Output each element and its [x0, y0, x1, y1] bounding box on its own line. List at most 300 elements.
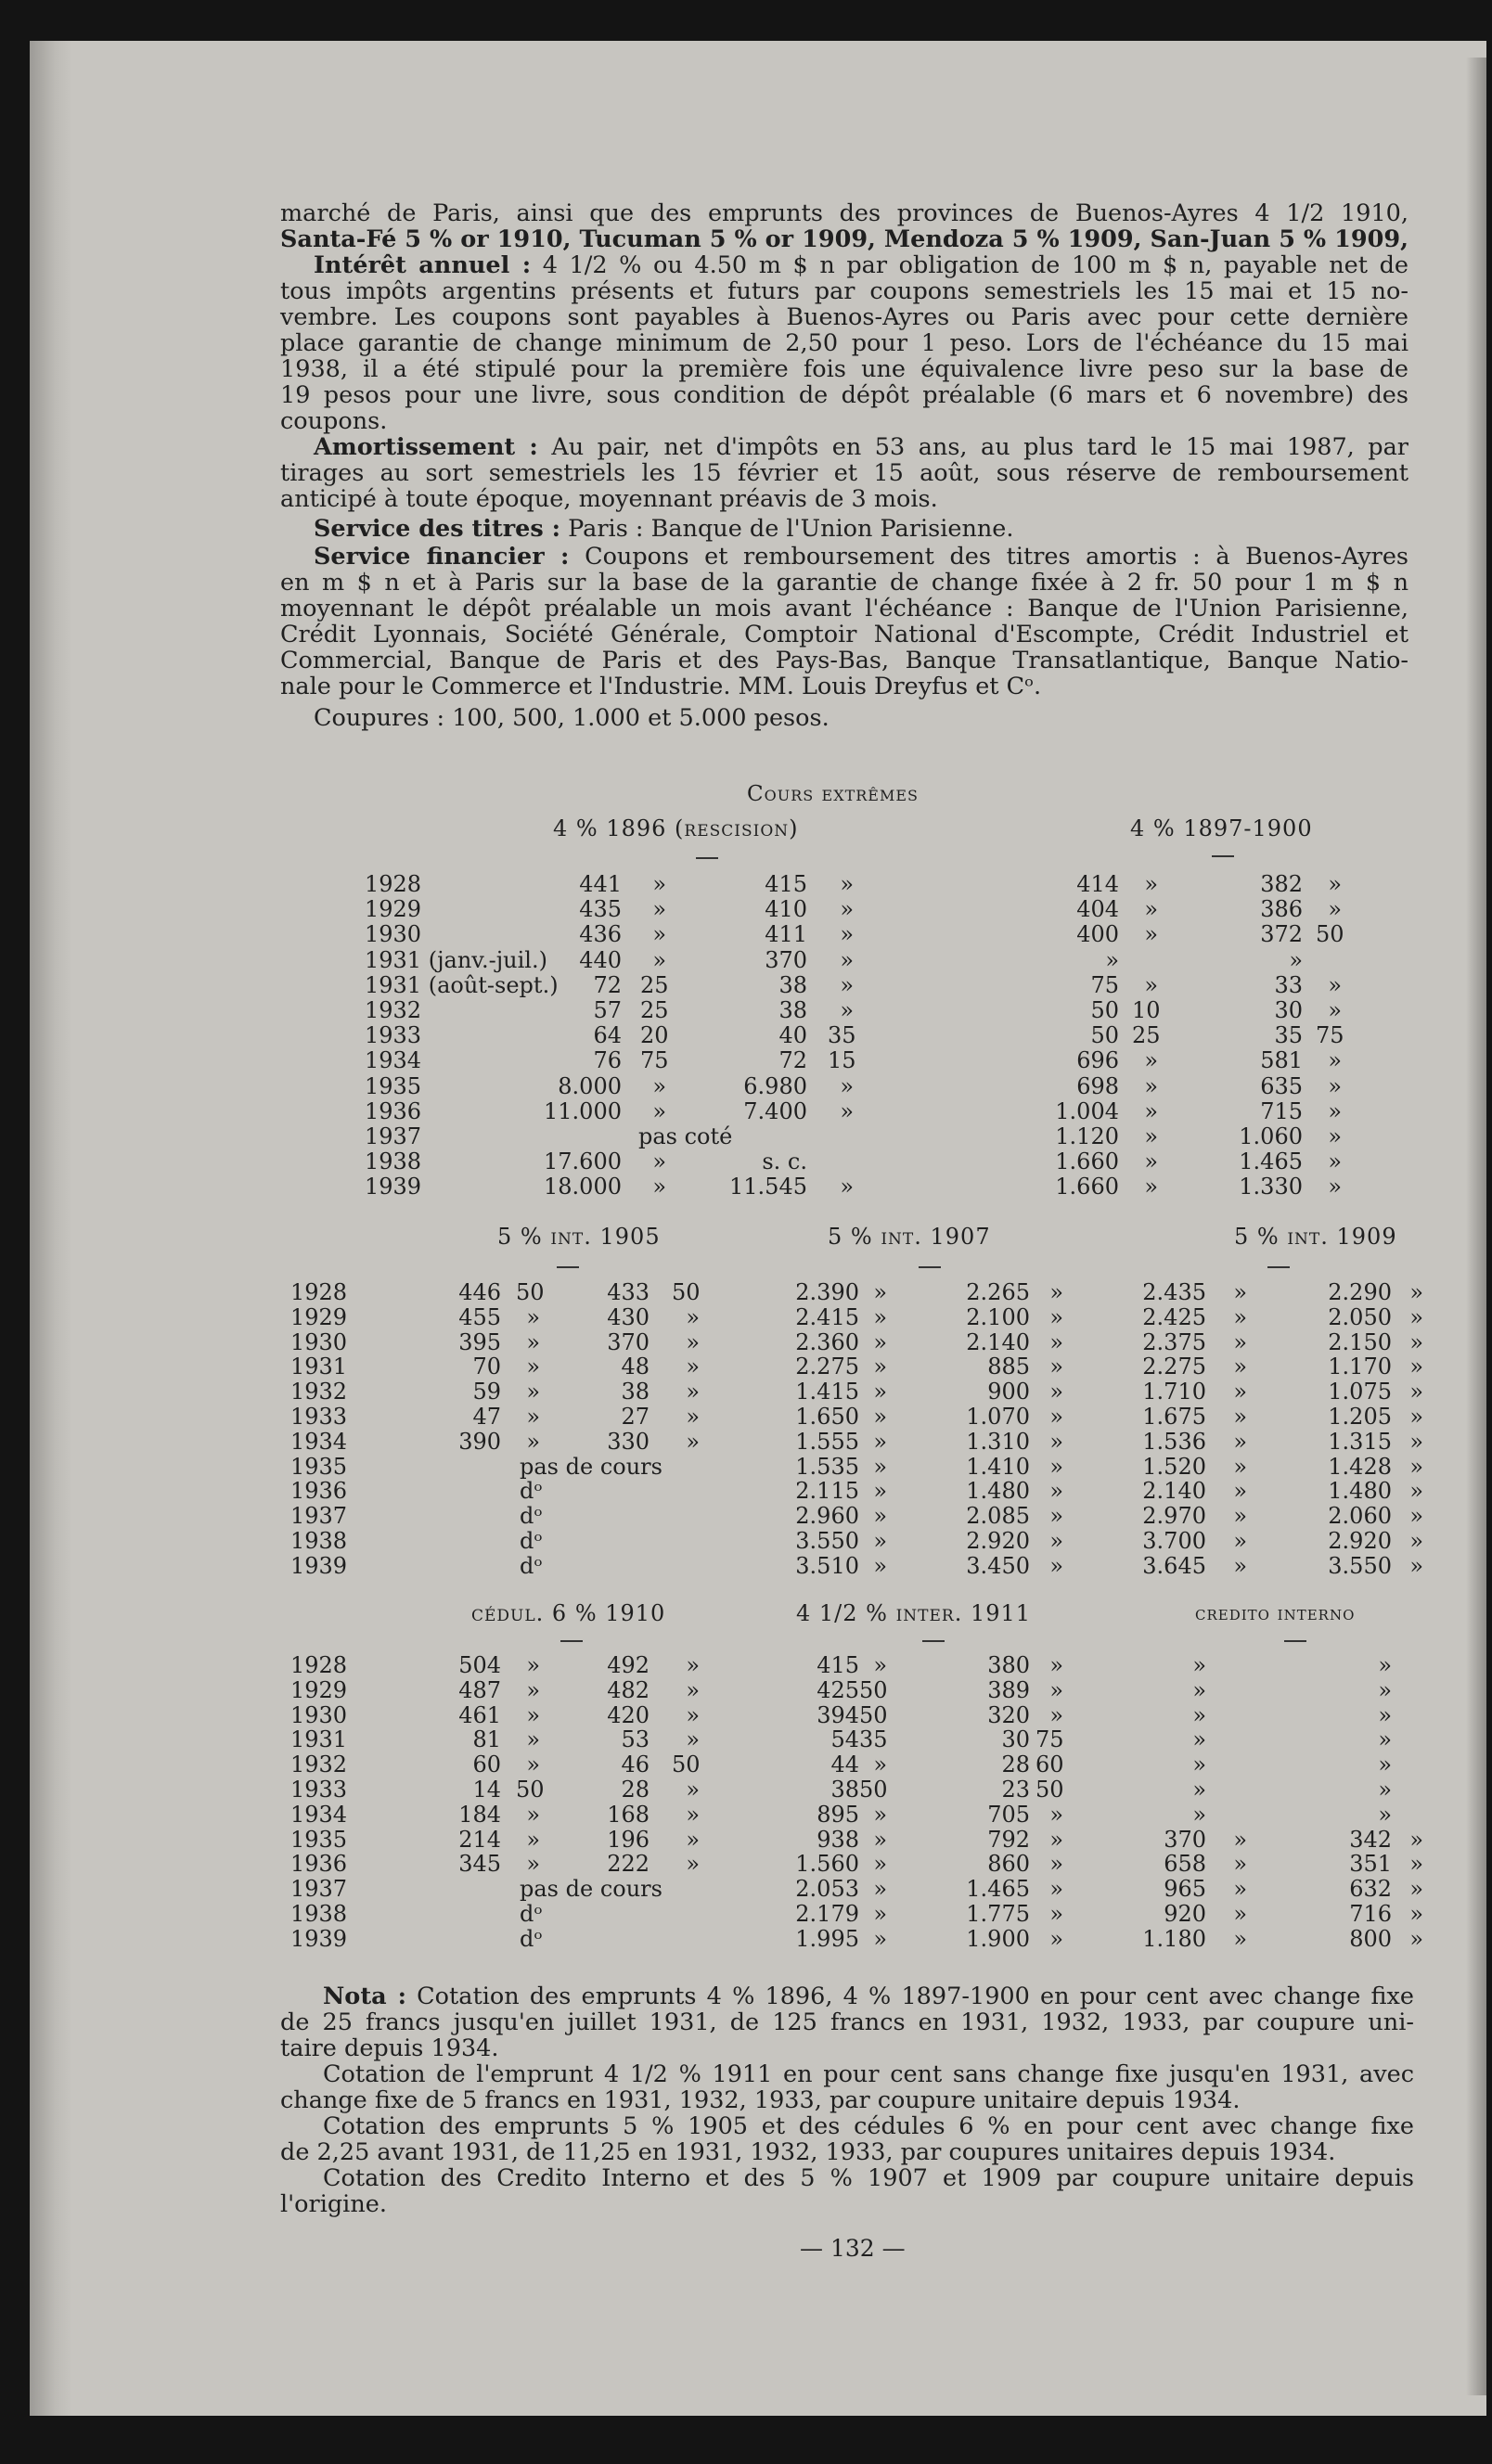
- value-cell: 2.150: [1328, 1329, 1392, 1355]
- table1-header-1896: 4 % 1896 (rescision): [553, 815, 799, 841]
- value-fraction-cell: »: [1409, 1876, 1423, 1902]
- value-fraction-cell: »: [1328, 1174, 1342, 1200]
- value-cell: 389: [987, 1677, 1030, 1703]
- year-cell: 1932: [365, 997, 422, 1023]
- value-cell: 425: [817, 1677, 859, 1703]
- value-cell: 40: [778, 1022, 807, 1048]
- year-cell: 1937: [290, 1503, 348, 1529]
- value-fraction-cell: »: [652, 1098, 666, 1124]
- value-cell: 2.050: [1328, 1304, 1392, 1330]
- value-cell: 380: [987, 1652, 1030, 1678]
- value-fraction-cell: 50: [859, 1777, 888, 1803]
- year-cell: 1933: [290, 1777, 348, 1803]
- year-cell: 1932: [290, 1379, 348, 1405]
- value-fraction-cell: 75: [1035, 1726, 1064, 1752]
- value-fraction-cell: »: [526, 1304, 540, 1330]
- text-line: Au pair, net d'impôts en 53 ans, au plus tard le 15 mai 1987, par: [551, 433, 1408, 461]
- value-fraction-cell: »: [686, 1404, 700, 1430]
- value-fraction-cell: 75: [1316, 1022, 1344, 1048]
- value-cell: 441: [579, 871, 622, 897]
- year-cell: 1929: [290, 1677, 348, 1703]
- value-fraction-cell: »: [1233, 1528, 1247, 1554]
- value-cell: »: [1378, 1677, 1392, 1703]
- value-fraction-cell: »: [1144, 1123, 1158, 1149]
- value-cell: 372: [1260, 921, 1303, 947]
- value-fraction-cell: »: [873, 1329, 887, 1355]
- value-fraction-cell: »: [1049, 1454, 1063, 1480]
- value-fraction-cell: »: [873, 1876, 887, 1902]
- value-fraction-cell: »: [526, 1827, 540, 1853]
- value-fraction-cell: »: [1144, 972, 1158, 998]
- value-cell: 351: [1349, 1851, 1392, 1877]
- value-cell: »: [1192, 1802, 1206, 1828]
- value-fraction-cell: »: [1409, 1354, 1423, 1380]
- value-fraction-cell: »: [686, 1429, 700, 1455]
- value-cell: 2.970: [1142, 1503, 1206, 1529]
- value-cell: 342: [1349, 1827, 1392, 1853]
- value-cell: 81: [472, 1726, 501, 1752]
- note-cell: dᵒ: [520, 1478, 543, 1504]
- value-fraction-cell: »: [1144, 1073, 1158, 1099]
- year-cell: 1933: [290, 1404, 348, 1430]
- year-cell: 1936: [290, 1478, 348, 1504]
- value-cell: »: [1192, 1702, 1206, 1728]
- value-cell: 658: [1164, 1851, 1206, 1877]
- nota-label: Nota :: [323, 1983, 406, 2010]
- header-dash: [1267, 1266, 1290, 1268]
- value-cell: 1.660: [1055, 1174, 1119, 1200]
- value-cell: 792: [987, 1827, 1030, 1853]
- value-cell: s. c.: [762, 1149, 807, 1174]
- header-dash: [1284, 1640, 1306, 1642]
- page-number: — 132 —: [800, 2235, 906, 2262]
- value-fraction-cell: »: [652, 1174, 666, 1200]
- year-cell: 1933: [365, 1022, 422, 1048]
- value-fraction-cell: »: [1328, 1073, 1342, 1099]
- value-cell: 1.995: [795, 1926, 859, 1952]
- year-cell: 1929: [290, 1304, 348, 1330]
- value-fraction-cell: 50: [1035, 1777, 1064, 1803]
- value-fraction-cell: »: [1409, 1901, 1423, 1927]
- text-line: place garantie de change minimum de 2,50 pour 1 peso. Lors de l'échéance du 15 mai: [280, 329, 1408, 357]
- value-cell: 420: [607, 1702, 650, 1728]
- value-cell: 415: [765, 871, 807, 897]
- text-line: taire depuis 1934.: [280, 2034, 499, 2062]
- value-fraction-cell: »: [873, 1454, 887, 1480]
- value-cell: 44: [830, 1752, 859, 1777]
- table3-header-credito: credito interno: [1195, 1602, 1356, 1624]
- value-fraction-cell: »: [1409, 1454, 1423, 1480]
- value-fraction-cell: »: [1328, 896, 1342, 922]
- value-cell: 320: [987, 1702, 1030, 1728]
- interet-section: [280, 252, 1408, 434]
- year-cell: 1928: [290, 1279, 348, 1305]
- value-cell: 18.000: [544, 1174, 622, 1200]
- value-fraction-cell: »: [840, 921, 854, 947]
- value-fraction-cell: »: [526, 1354, 540, 1380]
- value-cell: 23: [1001, 1777, 1030, 1803]
- value-cell: 38: [778, 972, 807, 998]
- text-line: Cotation des Credito Interno et des 5 % 1907 et 1909 par coupure unitaire depuis: [323, 2164, 1414, 2192]
- value-cell: 1.650: [795, 1404, 859, 1430]
- text-line: Cotation des emprunts 5 % 1905 et des cédules 6 % en pour cent avec change fixe: [323, 2112, 1414, 2140]
- service-financier-section: [280, 544, 1408, 699]
- value-cell: 184: [458, 1802, 501, 1828]
- text-line: coupons.: [280, 407, 388, 435]
- value-cell: 2.265: [966, 1279, 1030, 1305]
- value-cell: 3.550: [795, 1528, 859, 1554]
- value-cell: »: [1378, 1702, 1392, 1728]
- value-cell: 168: [607, 1802, 650, 1828]
- value-cell: »: [1378, 1652, 1392, 1678]
- value-cell: 7.400: [743, 1098, 807, 1124]
- value-fraction-cell: »: [1233, 1827, 1247, 1853]
- value-cell: 698: [1076, 1073, 1119, 1099]
- value-cell: 11.000: [544, 1098, 622, 1124]
- value-fraction-cell: »: [1233, 1379, 1247, 1405]
- value-cell: 6.980: [743, 1073, 807, 1099]
- note-cell: pas coté: [638, 1123, 733, 1149]
- value-cell: 38: [778, 997, 807, 1023]
- table2-header-1907: 5 % int. 1907: [828, 1224, 991, 1250]
- text-line: Santa-Fé 5 % or 1910, Tucuman 5 % or 1909, Mendoza 5 % 1909, San-Juan 5 % 1909,: [280, 225, 1408, 253]
- value-cell: 11.545: [729, 1174, 807, 1200]
- value-cell: 482: [607, 1677, 650, 1703]
- value-fraction-cell: »: [873, 1429, 887, 1455]
- value-fraction-cell: »: [1409, 1478, 1423, 1504]
- value-fraction-cell: »: [1409, 1304, 1423, 1330]
- value-fraction-cell: »: [526, 1851, 540, 1877]
- value-cell: 1.535: [795, 1454, 859, 1480]
- value-cell: 1.075: [1328, 1379, 1392, 1405]
- value-fraction-cell: »: [526, 1726, 540, 1752]
- year-cell: 1930: [365, 921, 422, 947]
- service-titres-label: Service des titres :: [314, 515, 561, 543]
- value-fraction-cell: »: [1409, 1329, 1423, 1355]
- value-cell: »: [1105, 947, 1119, 973]
- value-fraction-cell: »: [1409, 1827, 1423, 1853]
- header-dash: [696, 857, 718, 859]
- value-fraction-cell: »: [873, 1652, 887, 1678]
- value-fraction-cell: »: [686, 1677, 700, 1703]
- value-fraction-cell: »: [873, 1901, 887, 1927]
- value-cell: 1.330: [1239, 1174, 1303, 1200]
- value-cell: 2.290: [1328, 1279, 1392, 1305]
- text-line: Commercial, Banque de Paris et des Pays-Bas, Banque Transatlantique, Banque Natio-: [280, 647, 1408, 674]
- year-cell: 1939: [290, 1926, 348, 1952]
- value-cell: 2.275: [1142, 1354, 1206, 1380]
- note-cell: pas de cours: [520, 1876, 662, 1902]
- value-fraction-cell: »: [1049, 1404, 1063, 1430]
- year-cell: 1936: [365, 1098, 422, 1124]
- value-fraction-cell: »: [526, 1404, 540, 1430]
- value-cell: 1.480: [1328, 1478, 1392, 1504]
- value-fraction-cell: »: [652, 947, 666, 973]
- year-cell: 1930: [290, 1702, 348, 1728]
- value-cell: »: [1192, 1652, 1206, 1678]
- value-cell: 14: [472, 1777, 501, 1803]
- value-fraction-cell: 50: [672, 1279, 701, 1305]
- value-cell: 1.180: [1142, 1926, 1206, 1952]
- table2-header-1909: 5 % int. 1909: [1234, 1224, 1397, 1250]
- value-fraction-cell: »: [1233, 1404, 1247, 1430]
- value-cell: 28: [621, 1777, 650, 1803]
- value-fraction-cell: »: [526, 1652, 540, 1678]
- service-financier-label: Service financier :: [314, 543, 570, 571]
- value-cell: 410: [765, 896, 807, 922]
- value-cell: 35: [1274, 1022, 1303, 1048]
- text-line: en m $ n et à Paris sur la base de la garantie de change fixée à 2 fr. 50 pour 1 m $ n: [280, 569, 1408, 597]
- value-cell: 2.920: [966, 1528, 1030, 1554]
- value-fraction-cell: 15: [828, 1047, 856, 1073]
- value-fraction-cell: »: [526, 1329, 540, 1355]
- text-line: change fixe de 5 francs en 1931, 1932, 1933, par coupure unitaire depuis 1934.: [280, 2086, 1241, 2114]
- value-cell: 196: [607, 1827, 650, 1853]
- value-fraction-cell: »: [873, 1926, 887, 1952]
- value-fraction-cell: »: [652, 1073, 666, 1099]
- value-fraction-cell: »: [1049, 1503, 1063, 1529]
- nota-section: [280, 1983, 1414, 2217]
- value-fraction-cell: »: [840, 871, 854, 897]
- value-fraction-cell: »: [652, 871, 666, 897]
- note-cell: dᵒ: [520, 1503, 543, 1529]
- value-fraction-cell: »: [1233, 1553, 1247, 1579]
- value-cell: 504: [458, 1652, 501, 1678]
- text-line: vembre. Les coupons sont payables à Buenos-Ayres ou Paris avec pour cette dernière: [280, 303, 1408, 331]
- year-cell: 1939: [365, 1174, 422, 1200]
- value-fraction-cell: »: [1233, 1279, 1247, 1305]
- value-cell: 8.000: [558, 1073, 622, 1099]
- value-cell: 38: [830, 1777, 859, 1803]
- value-fraction-cell: »: [873, 1528, 887, 1554]
- value-fraction-cell: »: [873, 1379, 887, 1405]
- value-cell: 1.060: [1239, 1123, 1303, 1149]
- value-cell: 64: [593, 1022, 622, 1048]
- note-cell: dᵒ: [520, 1901, 543, 1927]
- header-dash: [557, 1266, 579, 1268]
- value-cell: 2.435: [1142, 1279, 1206, 1305]
- value-fraction-cell: »: [526, 1752, 540, 1777]
- value-fraction-cell: »: [1409, 1279, 1423, 1305]
- value-cell: »: [1192, 1677, 1206, 1703]
- value-cell: 76: [593, 1047, 622, 1073]
- value-fraction-cell: 35: [859, 1726, 888, 1752]
- value-cell: 716: [1349, 1901, 1392, 1927]
- value-cell: 860: [987, 1851, 1030, 1877]
- value-cell: 635: [1260, 1073, 1303, 1099]
- value-cell: 386: [1260, 896, 1303, 922]
- value-cell: 382: [1260, 871, 1303, 897]
- text-line: de 25 francs jusqu'en juillet 1931, de 125 francs en 1931, 1932, 1933, par coupure uni-: [280, 2008, 1414, 2036]
- text-line: Paris : Banque de l'Union Parisienne.: [568, 515, 1014, 543]
- value-fraction-cell: »: [1328, 972, 1342, 998]
- value-cell: »: [1378, 1752, 1392, 1777]
- value-fraction-cell: 25: [1132, 1022, 1161, 1048]
- value-fraction-cell: »: [1409, 1379, 1423, 1405]
- value-cell: 1.410: [966, 1454, 1030, 1480]
- text-line: marché de Paris, ainsi que des emprunts des provinces de Buenos-Ayres 4 1/2 1910,: [280, 199, 1408, 227]
- value-fraction-cell: »: [686, 1777, 700, 1803]
- value-cell: 2.053: [795, 1876, 859, 1902]
- value-fraction-cell: »: [1328, 1123, 1342, 1149]
- value-cell: 1.315: [1328, 1429, 1392, 1455]
- value-fraction-cell: 25: [640, 997, 669, 1023]
- value-cell: 415: [817, 1652, 859, 1678]
- year-cell: 1928: [365, 871, 422, 897]
- value-fraction-cell: »: [1049, 1279, 1063, 1305]
- value-fraction-cell: 50: [859, 1677, 888, 1703]
- value-fraction-cell: »: [1328, 1149, 1342, 1174]
- page-right-edge: [1466, 58, 1486, 2395]
- value-fraction-cell: 10: [1132, 997, 1161, 1023]
- year-cell: 1938: [365, 1149, 422, 1174]
- value-cell: 455: [458, 1304, 501, 1330]
- value-fraction-cell: »: [873, 1802, 887, 1828]
- value-cell: »: [1378, 1802, 1392, 1828]
- value-cell: 800: [1349, 1926, 1392, 1952]
- value-cell: »: [1192, 1752, 1206, 1777]
- table3-header-1911: 4 1/2 % inter. 1911: [796, 1600, 1032, 1626]
- value-cell: 2.060: [1328, 1503, 1392, 1529]
- value-cell: 895: [817, 1802, 859, 1828]
- value-cell: »: [1378, 1726, 1392, 1752]
- value-cell: 404: [1076, 896, 1119, 922]
- value-fraction-cell: »: [526, 1702, 540, 1728]
- value-fraction-cell: »: [686, 1354, 700, 1380]
- value-cell: 1.660: [1055, 1149, 1119, 1174]
- value-fraction-cell: »: [1049, 1677, 1063, 1703]
- value-cell: 54: [830, 1726, 859, 1752]
- value-cell: 1.428: [1328, 1454, 1392, 1480]
- value-cell: 1.120: [1055, 1123, 1119, 1149]
- value-fraction-cell: »: [686, 1329, 700, 1355]
- value-cell: 72: [778, 1047, 807, 1073]
- value-fraction-cell: »: [873, 1354, 887, 1380]
- year-cell: 1929: [365, 896, 422, 922]
- header-dash: [922, 1640, 945, 1642]
- value-cell: 2.085: [966, 1503, 1030, 1529]
- value-cell: 581: [1260, 1047, 1303, 1073]
- value-fraction-cell: »: [1049, 1478, 1063, 1504]
- value-cell: 1.536: [1142, 1429, 1206, 1455]
- value-cell: 75: [1090, 972, 1119, 998]
- value-fraction-cell: »: [1233, 1429, 1247, 1455]
- value-fraction-cell: »: [873, 1752, 887, 1777]
- year-cell: 1928: [290, 1652, 348, 1678]
- value-cell: 47: [472, 1404, 501, 1430]
- year-cell: 1931: [290, 1354, 348, 1380]
- value-cell: 2.140: [1142, 1478, 1206, 1504]
- year-cell: 1934: [290, 1429, 348, 1455]
- value-fraction-cell: »: [840, 1098, 854, 1124]
- value-cell: 60: [472, 1752, 501, 1777]
- value-fraction-cell: »: [1049, 1429, 1063, 1455]
- value-fraction-cell: »: [686, 1702, 700, 1728]
- value-fraction-cell: 35: [828, 1022, 856, 1048]
- value-fraction-cell: »: [1049, 1702, 1063, 1728]
- value-fraction-cell: »: [1233, 1329, 1247, 1355]
- value-fraction-cell: »: [1144, 871, 1158, 897]
- value-fraction-cell: »: [686, 1304, 700, 1330]
- year-cell: 1935: [290, 1454, 348, 1480]
- value-cell: 30: [1274, 997, 1303, 1023]
- value-fraction-cell: 50: [672, 1752, 701, 1777]
- coupures-line: Coupures : 100, 500, 1.000 et 5.000 pesos.: [314, 704, 830, 732]
- value-cell: 50: [1090, 997, 1119, 1023]
- value-fraction-cell: »: [686, 1802, 700, 1828]
- value-fraction-cell: »: [1049, 1304, 1063, 1330]
- value-fraction-cell: »: [1328, 1098, 1342, 1124]
- amortissement-section: [280, 434, 1408, 512]
- value-fraction-cell: »: [686, 1827, 700, 1853]
- value-cell: 2.115: [795, 1478, 859, 1504]
- value-fraction-cell: »: [1233, 1926, 1247, 1952]
- value-cell: 2.360: [795, 1329, 859, 1355]
- text-line: l'origine.: [280, 2190, 387, 2218]
- text-line: Coupons et remboursement des titres amortis : à Buenos-Ayres: [585, 543, 1409, 571]
- value-fraction-cell: »: [1144, 1098, 1158, 1124]
- value-cell: 2.425: [1142, 1304, 1206, 1330]
- value-fraction-cell: »: [1409, 1528, 1423, 1554]
- value-fraction-cell: »: [1409, 1503, 1423, 1529]
- value-fraction-cell: »: [1328, 997, 1342, 1023]
- value-cell: 1.170: [1328, 1354, 1392, 1380]
- value-cell: 395: [458, 1329, 501, 1355]
- value-cell: 461: [458, 1702, 501, 1728]
- value-cell: 1.415: [795, 1379, 859, 1405]
- value-cell: 3.550: [1328, 1553, 1392, 1579]
- value-cell: 3.450: [966, 1553, 1030, 1579]
- value-cell: 920: [1164, 1901, 1206, 1927]
- value-fraction-cell: »: [1144, 896, 1158, 922]
- value-cell: 1.675: [1142, 1404, 1206, 1430]
- value-fraction-cell: »: [840, 972, 854, 998]
- value-cell: 430: [607, 1304, 650, 1330]
- year-cell: 1931: [290, 1726, 348, 1752]
- year-cell: 1937: [290, 1876, 348, 1902]
- value-cell: 885: [987, 1354, 1030, 1380]
- value-cell: 345: [458, 1851, 501, 1877]
- value-fraction-cell: »: [526, 1379, 540, 1405]
- year-cell: 1938: [290, 1528, 348, 1554]
- service-titres-section: [280, 516, 1408, 542]
- value-fraction-cell: »: [1328, 871, 1342, 897]
- value-fraction-cell: »: [1049, 1652, 1063, 1678]
- value-cell: 2.179: [795, 1901, 859, 1927]
- value-cell: 2.960: [795, 1503, 859, 1529]
- value-cell: 1.465: [1239, 1149, 1303, 1174]
- text-line: Cotation des emprunts 4 % 1896, 4 % 1897-1900 en pour cent avec change fixe: [417, 1983, 1414, 2010]
- value-fraction-cell: »: [686, 1652, 700, 1678]
- text-line: tous impôts argentins présents et futurs par coupons semestriels les 15 mai et 15 no-: [280, 277, 1408, 305]
- value-fraction-cell: »: [1049, 1553, 1063, 1579]
- value-cell: 2.920: [1328, 1528, 1392, 1554]
- text-line: 1938, il a été stipulé pour la première fois une équivalence livre peso sur la base de: [280, 355, 1408, 383]
- value-fraction-cell: »: [1144, 921, 1158, 947]
- value-cell: 3.510: [795, 1553, 859, 1579]
- value-fraction-cell: »: [1233, 1876, 1247, 1902]
- value-cell: 28: [1001, 1752, 1030, 1777]
- value-fraction-cell: »: [873, 1851, 887, 1877]
- value-fraction-cell: »: [686, 1726, 700, 1752]
- page-binding-edge: [30, 41, 72, 2416]
- value-cell: 53: [621, 1726, 650, 1752]
- text-line: Cotation de l'emprunt 4 1/2 % 1911 en pour cent sans change fixe jusqu'en 1931, avec: [323, 2060, 1414, 2088]
- value-cell: 436: [579, 921, 622, 947]
- value-cell: »: [1378, 1777, 1392, 1803]
- table2-header-1905: 5 % int. 1905: [497, 1224, 661, 1250]
- value-cell: 965: [1164, 1876, 1206, 1902]
